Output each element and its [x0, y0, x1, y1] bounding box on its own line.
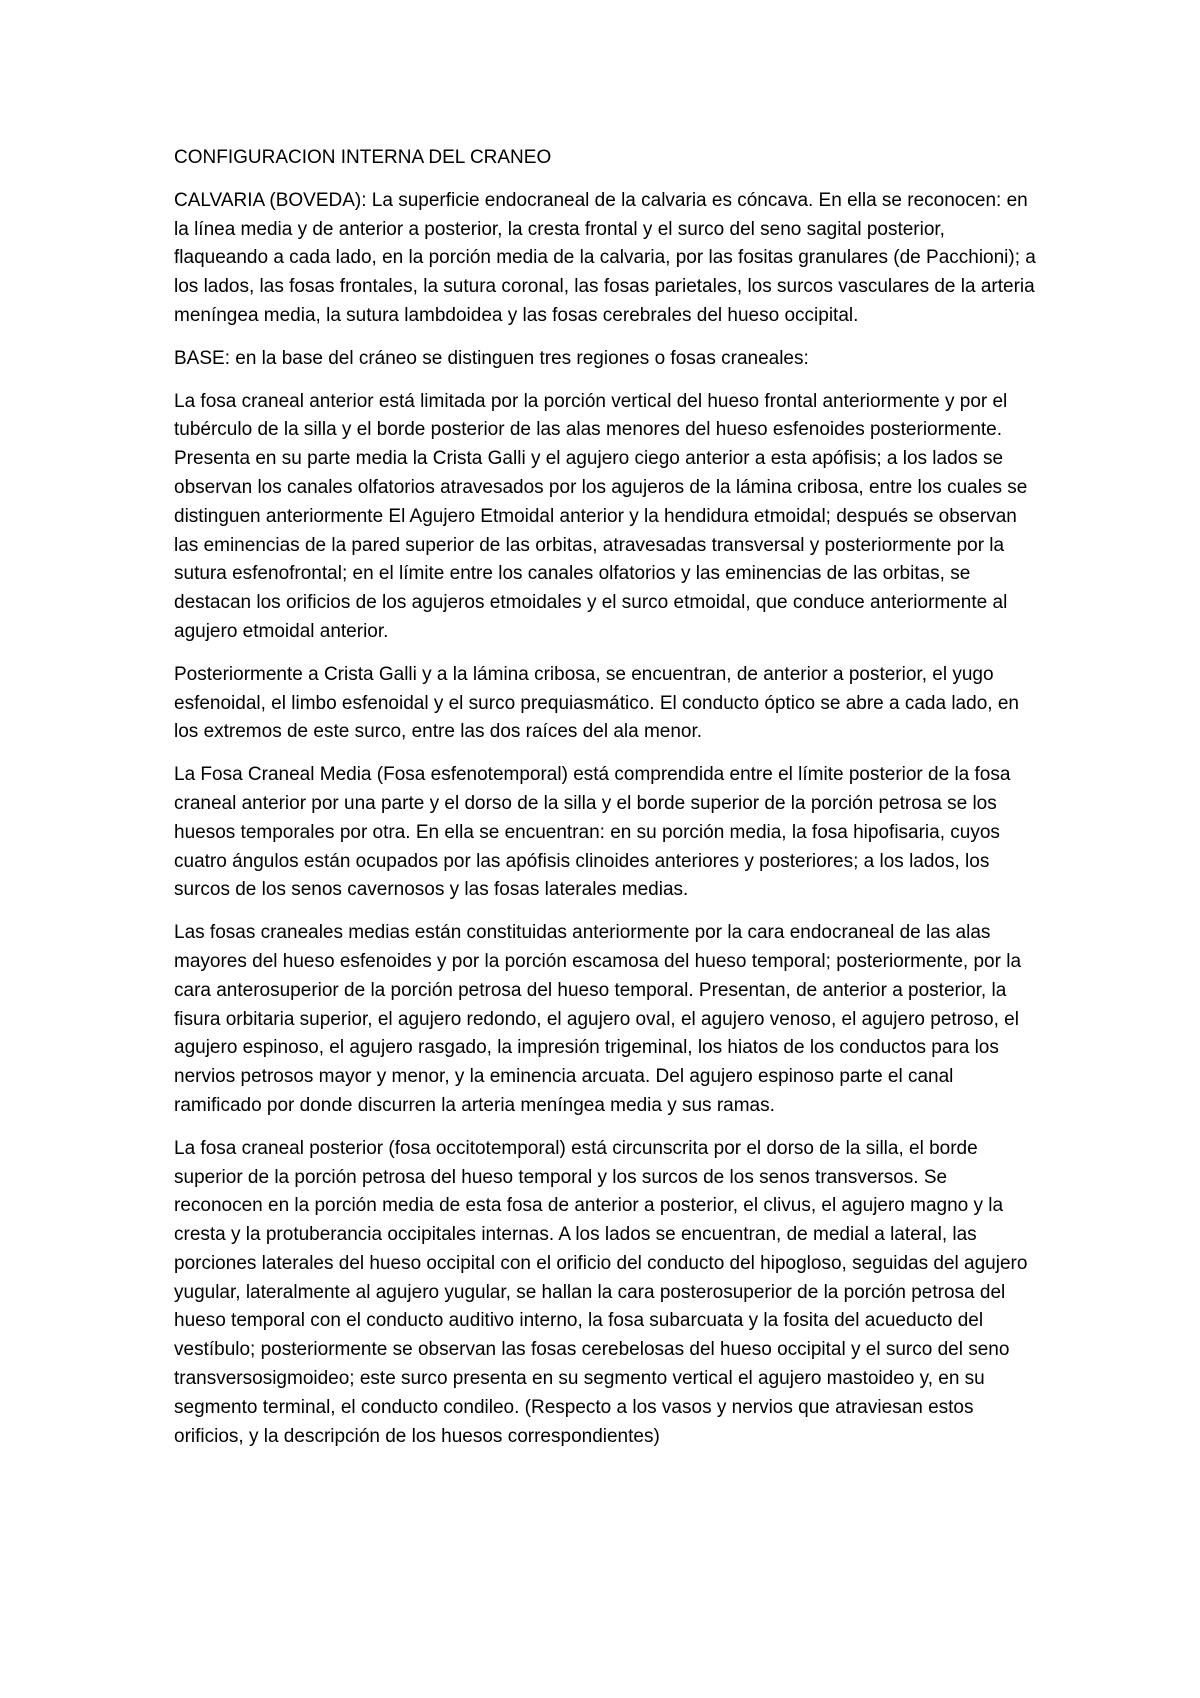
paragraph-crista-galli: Posteriormente a Crista Galli y a la lámina cribosa, se encuentran, de anterior a posterior, el yugo esfenoidal, el limbo esfenoidal y el surco prequiasmático. El conducto óptico se abre a cada lado, en los extremos de este surco, entre las dos raíces del ala menor.: [174, 663, 1019, 743]
document-title: CONFIGURACION INTERNA DEL CRANEO: [174, 147, 552, 168]
paragraph-fosa-media: La Fosa Craneal Media (Fosa esfenotemporal) está comprendida entre el límite posterior de la fosa craneal anterior por una parte y el dorso de la silla y el borde superior de la porción petrosa se los huesos temporales por otra. En ella se encuentran: en su porción media, la fosa hipofisaria, cuyos cuatro ángulos están ocupados por las apófisis clinoides anteriores y posteriores; a los lados, los surcos de los senos cavernosos y las fosas laterales medias.: [174, 764, 1011, 901]
document-body: [174, 144, 1040, 1465]
paragraph-fosas-medias: Las fosas craneales medias están constituidas anteriormente por la cara endocraneal de las alas mayores del hueso esfenoides y por la porción escamosa del hueso temporal; posteriormente, por la cara anterosuperior de la porción petrosa del hueso temporal. Presentan, de anterior a posterior, la fisura orbitaria superior, el agujero redondo, el agujero oval, el agujero venoso, el agujero petroso, el agujero espinoso, el agujero rasgado, la impresión trigeminal, los hiatos de los conductos para los nervios petrosos mayor y menor, y la eminencia arcuata. Del agujero espinoso parte el canal ramificado por donde discurren la arteria meníngea media y sus ramas.: [174, 922, 1022, 1116]
paragraph-base: BASE: en la base del cráneo se distinguen tres regiones o fosas craneales:: [174, 347, 809, 369]
paragraph-fosa-anterior: La fosa craneal anterior está limitada por la porción vertical del hueso frontal anteriormente y por el tubérculo de la silla y el borde posterior de las alas menores del hueso esfenoides posteriormente. Presenta en su parte media la Crista Galli y el agujero ciego anterior a esta apófisis; a los lados se observan los canales olfatorios atravesados por los agujeros de la lámina cribosa, entre los cuales se distinguen anteriormente El Agujero Etmoidal anterior y la hendidura etmoidal; después se observan las eminencias de la pared superior de las orbitas, atravesadas transversal y posteriormente por la sutura esfenofrontal; en el límite entre los canales olfatorios y las eminencias de las orbitas, se destacan los orificios de los agujeros etmoidales y el surco etmoidal, que conduce anteriormente al agujero etmoidal anterior.: [174, 390, 1028, 642]
paragraph-calvaria: CALVARIA (BOVEDA): La superficie endocraneal de la calvaria es cóncava. En ella se reconocen: en la línea media y de anterior a posterior, la cresta frontal y el surco del seno sagital posterior, flaqueando a cada lado, en la porción media de la calvaria, por las fositas granulares (de Pacchioni); a los lados, las fosas frontales, la sutura coronal, las fosas parietales, los surcos vasculares de la arteria meníngea media, la sutura lambdoidea y las fosas cerebrales del hueso occipital.: [174, 189, 1036, 326]
paragraph-fosa-posterior: La fosa craneal posterior (fosa occitotemporal) está circunscrita por el dorso de la silla, el borde superior de la porción petrosa del hueso temporal y los surcos de los senos transversos. Se reconocen en la porción media de esta fosa de anterior a posterior, el clivus, el agujero magno y la cresta y la protuberancia occipitales internas. A los lados se encuentran, de medial a lateral, las porciones laterales del hueso occipital con el orificio del conducto del hipogloso, seguidas del agujero yugular, lateralmente al agujero yugular, se hallan la cara posterosuperior de la porción petrosa del hueso temporal con el conducto auditivo interno, la fosa subarcuata y la fosita del acueducto del vestíbulo; posteriormente se observan las fosas cerebelosas del hueso occipital y el surco del seno transversosigmoideo; este surco presenta en su segmento vertical el agujero mastoideo y, en su segmento terminal, el conducto condileo. (Respecto a los vasos y nervios que atraviesan estos orificios, y la descripción de los huesos correspondientes): [174, 1137, 1028, 1447]
